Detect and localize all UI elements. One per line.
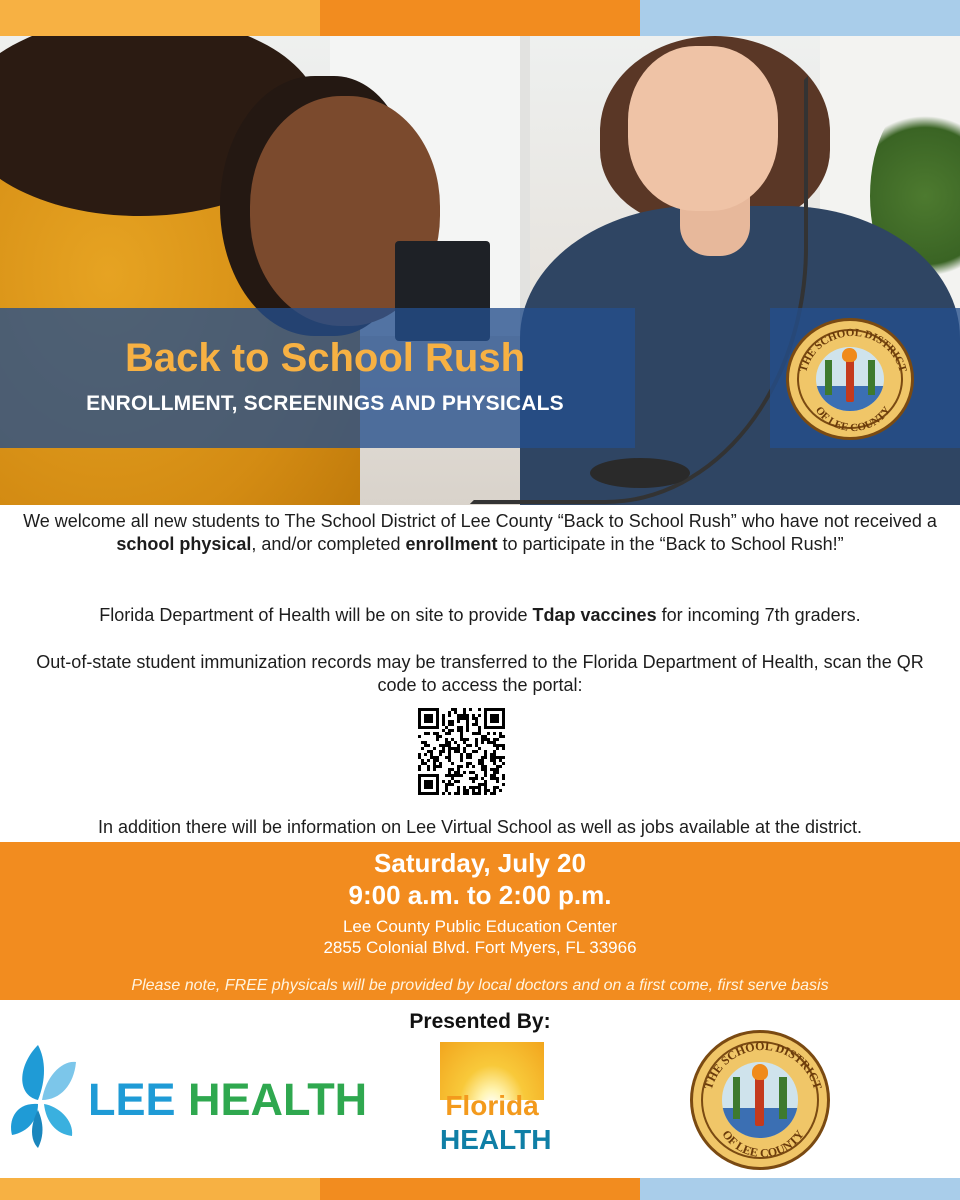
page-title: Back to School Rush [124,336,526,380]
lee-health-logo-text-2: HEALTH [175,1074,368,1125]
event-address: 2855 Colonial Blvd. Fort Myers, FL 33966 [323,938,637,957]
presented-by-label: Presented By: [409,1010,551,1033]
event-note: Please note, FREE physicals will be provided by local doctors and on a first come, first serve basis [131,977,829,994]
intro-paragraph: We welcome all new students to The School District of Lee County “Back to School Rush” who have not received a school physical, and/or completed enrollment to participate in the “Back to School Rush!” [23,511,937,554]
event-time: 9:00 a.m. to 2:00 p.m. [348,880,612,910]
school-district-seal-logo-bottom [690,1030,830,1170]
event-date: Saturday, July 20 [374,848,586,878]
page-subtitle: ENROLLMENT, SCREENINGS AND PHYSICALS [86,392,564,415]
seal-bottom-bottom-text: OF LEE COUNTY [719,1127,807,1161]
florida-logo-text: Florida [445,1090,539,1121]
vaccine-paragraph: Florida Department of Health will be on site to provide Tdap vaccines for incoming 7th graders. [99,605,861,625]
health-logo-text: HEALTH [440,1124,552,1155]
qr-code[interactable] [418,708,505,795]
svg-text:THE SCHOOL DISTRICT [701,1039,825,1091]
bottom-color-stripe [0,1178,960,1200]
seal-top-text: THE SCHOOL DISTRICT [797,326,909,374]
svg-text:THE SCHOOL DISTRICT [797,327,909,374]
event-details-block [0,842,960,1000]
lee-health-leaf-icon [8,1040,80,1150]
lee-health-logo [8,1040,388,1160]
additional-info-paragraph: In addition there will be information on Lee Virtual School as well as jobs available at the district. [97,817,863,837]
florida-health-logo [440,1042,552,1160]
school-district-seal-logo [786,318,914,440]
title-banner [0,308,635,448]
event-venue: Lee County Public Education Center [342,917,618,936]
lee-health-logo-text-1: LEE [88,1074,176,1125]
svg-text:OF LEE COUNTY [813,405,893,435]
seal-bottom-top-text: THE SCHOOL DISTRICT [701,1038,825,1092]
svg-text:OF LEE COUNTY [719,1127,806,1160]
top-color-stripe [0,0,960,36]
seal-bottom-text: OF LEE COUNTY [812,404,894,435]
immunization-paragraph: Out-of-state student immunization records may be transferred to the Florida Department of Health, scan the QR code to access the portal: [36,652,924,695]
